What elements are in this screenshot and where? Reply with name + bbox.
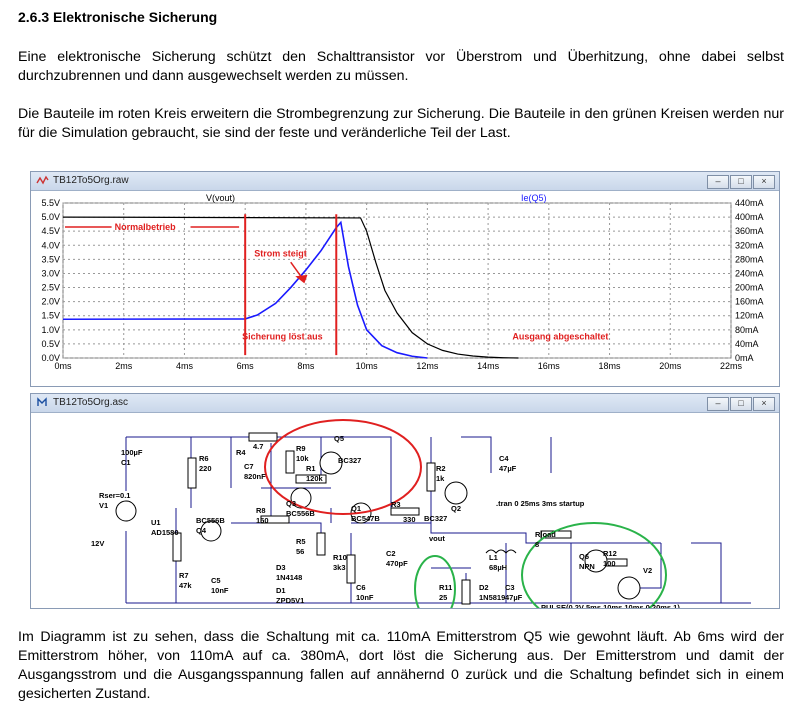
maximize-button[interactable]: □ (730, 175, 752, 189)
r11-body (462, 580, 470, 604)
q2-transistor (445, 482, 467, 504)
y-right-tick: 360mA (735, 226, 764, 237)
y-right-tick: 280mA (735, 254, 764, 265)
waveform-icon (36, 175, 49, 186)
label-r2: R2 1k (436, 464, 446, 483)
plot-window[interactable] (30, 171, 780, 387)
label-q1: Q1 BC547B (351, 504, 380, 523)
x-tick: 10ms (355, 361, 378, 371)
annot-strom-steigt: Strom steigt (254, 248, 307, 259)
waveform-plot[interactable] (31, 191, 779, 386)
v2-source (618, 577, 640, 599)
x-tick: 16ms (537, 361, 560, 371)
label-l1: L1 68µH (489, 553, 508, 572)
y-left-tick: 3.0V (41, 268, 60, 279)
section-heading: 2.6.3 Elektronische Sicherung (18, 9, 218, 25)
r6-body (188, 458, 196, 488)
label-q4: BC556B Q4 (196, 516, 225, 535)
label-q2t: BC327 (424, 514, 448, 523)
close-button[interactable]: × (753, 397, 775, 411)
r4-body (249, 433, 277, 441)
label-r10: R10 3k3 (333, 553, 347, 572)
label-d2: D2 1N5819 (479, 583, 506, 602)
y-right-tick: 80mA (735, 324, 759, 335)
label-r11: R11 25 (439, 583, 453, 602)
green-circle-fixed-load (415, 556, 455, 608)
label-r9: R9 10k (296, 444, 309, 463)
r2-body (427, 463, 435, 491)
y-right-tick: 160mA (735, 296, 764, 307)
label-v2: V2 (643, 566, 653, 575)
r5-body (317, 533, 325, 555)
label-rser: Rser=0.1 V1 (99, 491, 131, 510)
y-left-tick: 5.5V (41, 198, 60, 208)
x-tick: 12ms (416, 361, 439, 371)
y-left-tick: 2.5V (41, 282, 60, 293)
close-button[interactable]: × (753, 175, 775, 189)
annot-sicherung: Sicherung löst aus (242, 331, 323, 342)
label-q3: Q3 BC556B (286, 499, 315, 518)
label-q5t: BC327 (338, 456, 362, 465)
v1-source (116, 501, 136, 521)
r10-body (347, 555, 355, 583)
r3-body (391, 508, 419, 515)
y-left-tick: 5.0V (41, 212, 60, 223)
label-c5: C5 10nF (211, 576, 229, 595)
x-tick: 20ms (659, 361, 682, 371)
label-r5: R5 56 (296, 537, 306, 556)
y-right-tick: 440mA (735, 198, 764, 208)
x-tick: 2ms (115, 361, 133, 371)
r9-body (286, 451, 294, 473)
label-r7: R7 47k (179, 571, 192, 590)
label-c1: 100µF C1 (121, 448, 143, 467)
plot-window-title: TB12To5Org.raw (53, 175, 129, 186)
y-right-tick: 200mA (735, 282, 764, 293)
series-title-vout: V(vout) (206, 193, 236, 203)
annot-ausgang: Ausgang abgeschaltet (512, 331, 609, 342)
label-r4: R4 (236, 448, 246, 457)
schematic-window-title: TB12To5Org.asc (53, 397, 129, 408)
minimize-button[interactable]: – (707, 397, 729, 411)
annot-normalbetrieb: Normalbetrieb (114, 221, 176, 232)
label-r8: R8 150 (256, 506, 269, 525)
paragraph-circles: Die Bauteile im roten Kreis erweitern die Strombegrenzung zur Sicherung. Die Bauteile in den grünen Kreisen werden nur für die Simulation gebraucht, sie sind der feste und veränderliche Teil der Last. (18, 106, 784, 141)
y-right-tick: 320mA (735, 240, 764, 251)
label-q5: Q5 (334, 434, 345, 443)
paragraph-intro: Eine elektronische Sicherung schützt den Schalttransistor vor Überstrom und Überhitzung, ohne dabei selbst durchzubrennen und dann ausgewechselt werden zu müssen. (18, 49, 784, 84)
maximize-button[interactable]: □ (730, 397, 752, 411)
label-c6: C6 10nF (356, 583, 374, 602)
label-r1: R1 120k (306, 464, 323, 483)
x-tick: 6ms (236, 361, 254, 371)
x-tick: 4ms (175, 361, 193, 371)
y-left-tick: 3.5V (41, 254, 60, 265)
y-left-tick: 0.0V (41, 353, 60, 363)
series-title-ie: Ie(Q5) (521, 193, 547, 203)
y-left-tick: 4.5V (41, 226, 60, 237)
x-tick: 8ms (297, 361, 315, 371)
label-vout: vout (429, 534, 445, 543)
label-u1: U1 AD1580 (151, 518, 179, 537)
schematic-window-titlebar[interactable] (31, 394, 779, 413)
label-r4v: 4.7 (253, 442, 264, 451)
y-right-tick: 400mA (735, 212, 764, 223)
label-tran: .tran 0 25ms 3ms startup (496, 499, 585, 508)
y-left-tick: 1.0V (41, 324, 60, 335)
label-r3v: 330 (403, 515, 416, 524)
label-v1: 12V (91, 539, 105, 548)
label-rload: Rload 8 (535, 530, 556, 549)
x-tick: 0ms (54, 361, 72, 371)
label-d3: D3 1N4148 (276, 563, 303, 582)
label-c7: C7 820nF (244, 462, 266, 481)
y-right-tick: 40mA (735, 338, 759, 349)
y-right-tick: 240mA (735, 268, 764, 279)
label-pulse: PULSE(0 2V 5ms 10ms 10ms 0 20ms 1) (541, 603, 680, 608)
y-right-tick: 120mA (735, 310, 764, 321)
label-r6: R6 220 (199, 454, 212, 473)
circuit-schematic[interactable] (31, 413, 779, 608)
label-r12: R12 100 (603, 549, 617, 568)
label-c3: C3 47µF (505, 583, 523, 602)
x-tick: 14ms (477, 361, 500, 371)
label-q6: Q6 NPN (579, 552, 595, 571)
label-d1: D1 ZPD5V1 (276, 586, 305, 605)
y-left-tick: 2.0V (41, 296, 60, 307)
label-c2: C2 470pF (386, 549, 408, 568)
schematic-window[interactable] (30, 393, 780, 609)
y-left-tick: 4.0V (41, 240, 60, 251)
minimize-button[interactable]: – (707, 175, 729, 189)
plot-window-titlebar[interactable] (31, 172, 779, 191)
x-tick: 18ms (598, 361, 621, 371)
y-right-tick: 0mA (735, 353, 754, 363)
y-left-tick: 0.5V (41, 338, 60, 349)
schematic-icon (36, 397, 49, 408)
label-r3: R3 (391, 500, 401, 509)
r7-body (173, 533, 181, 561)
paragraph-explanation: Im Diagramm ist zu sehen, dass die Schaltung mit ca. 110mA Emitterstrom Q5 wie gewohnt läuft. Ab 6ms wird der Emitterstrom höher, von 110mA auf ca. 380mA, dort löst die Sicherung aus. Der Emitterstrom und damit der Ausgangsstrom und die Ausgangsspannung fallen auf annähernd 0 zurück und die Schaltung befindet sich in einem gesicherten Zustand. (18, 629, 784, 702)
label-q2: Q2 (451, 504, 462, 513)
x-tick: 22ms (719, 361, 743, 371)
y-left-tick: 1.5V (41, 310, 60, 321)
label-c4: C4 47µF (499, 454, 517, 473)
